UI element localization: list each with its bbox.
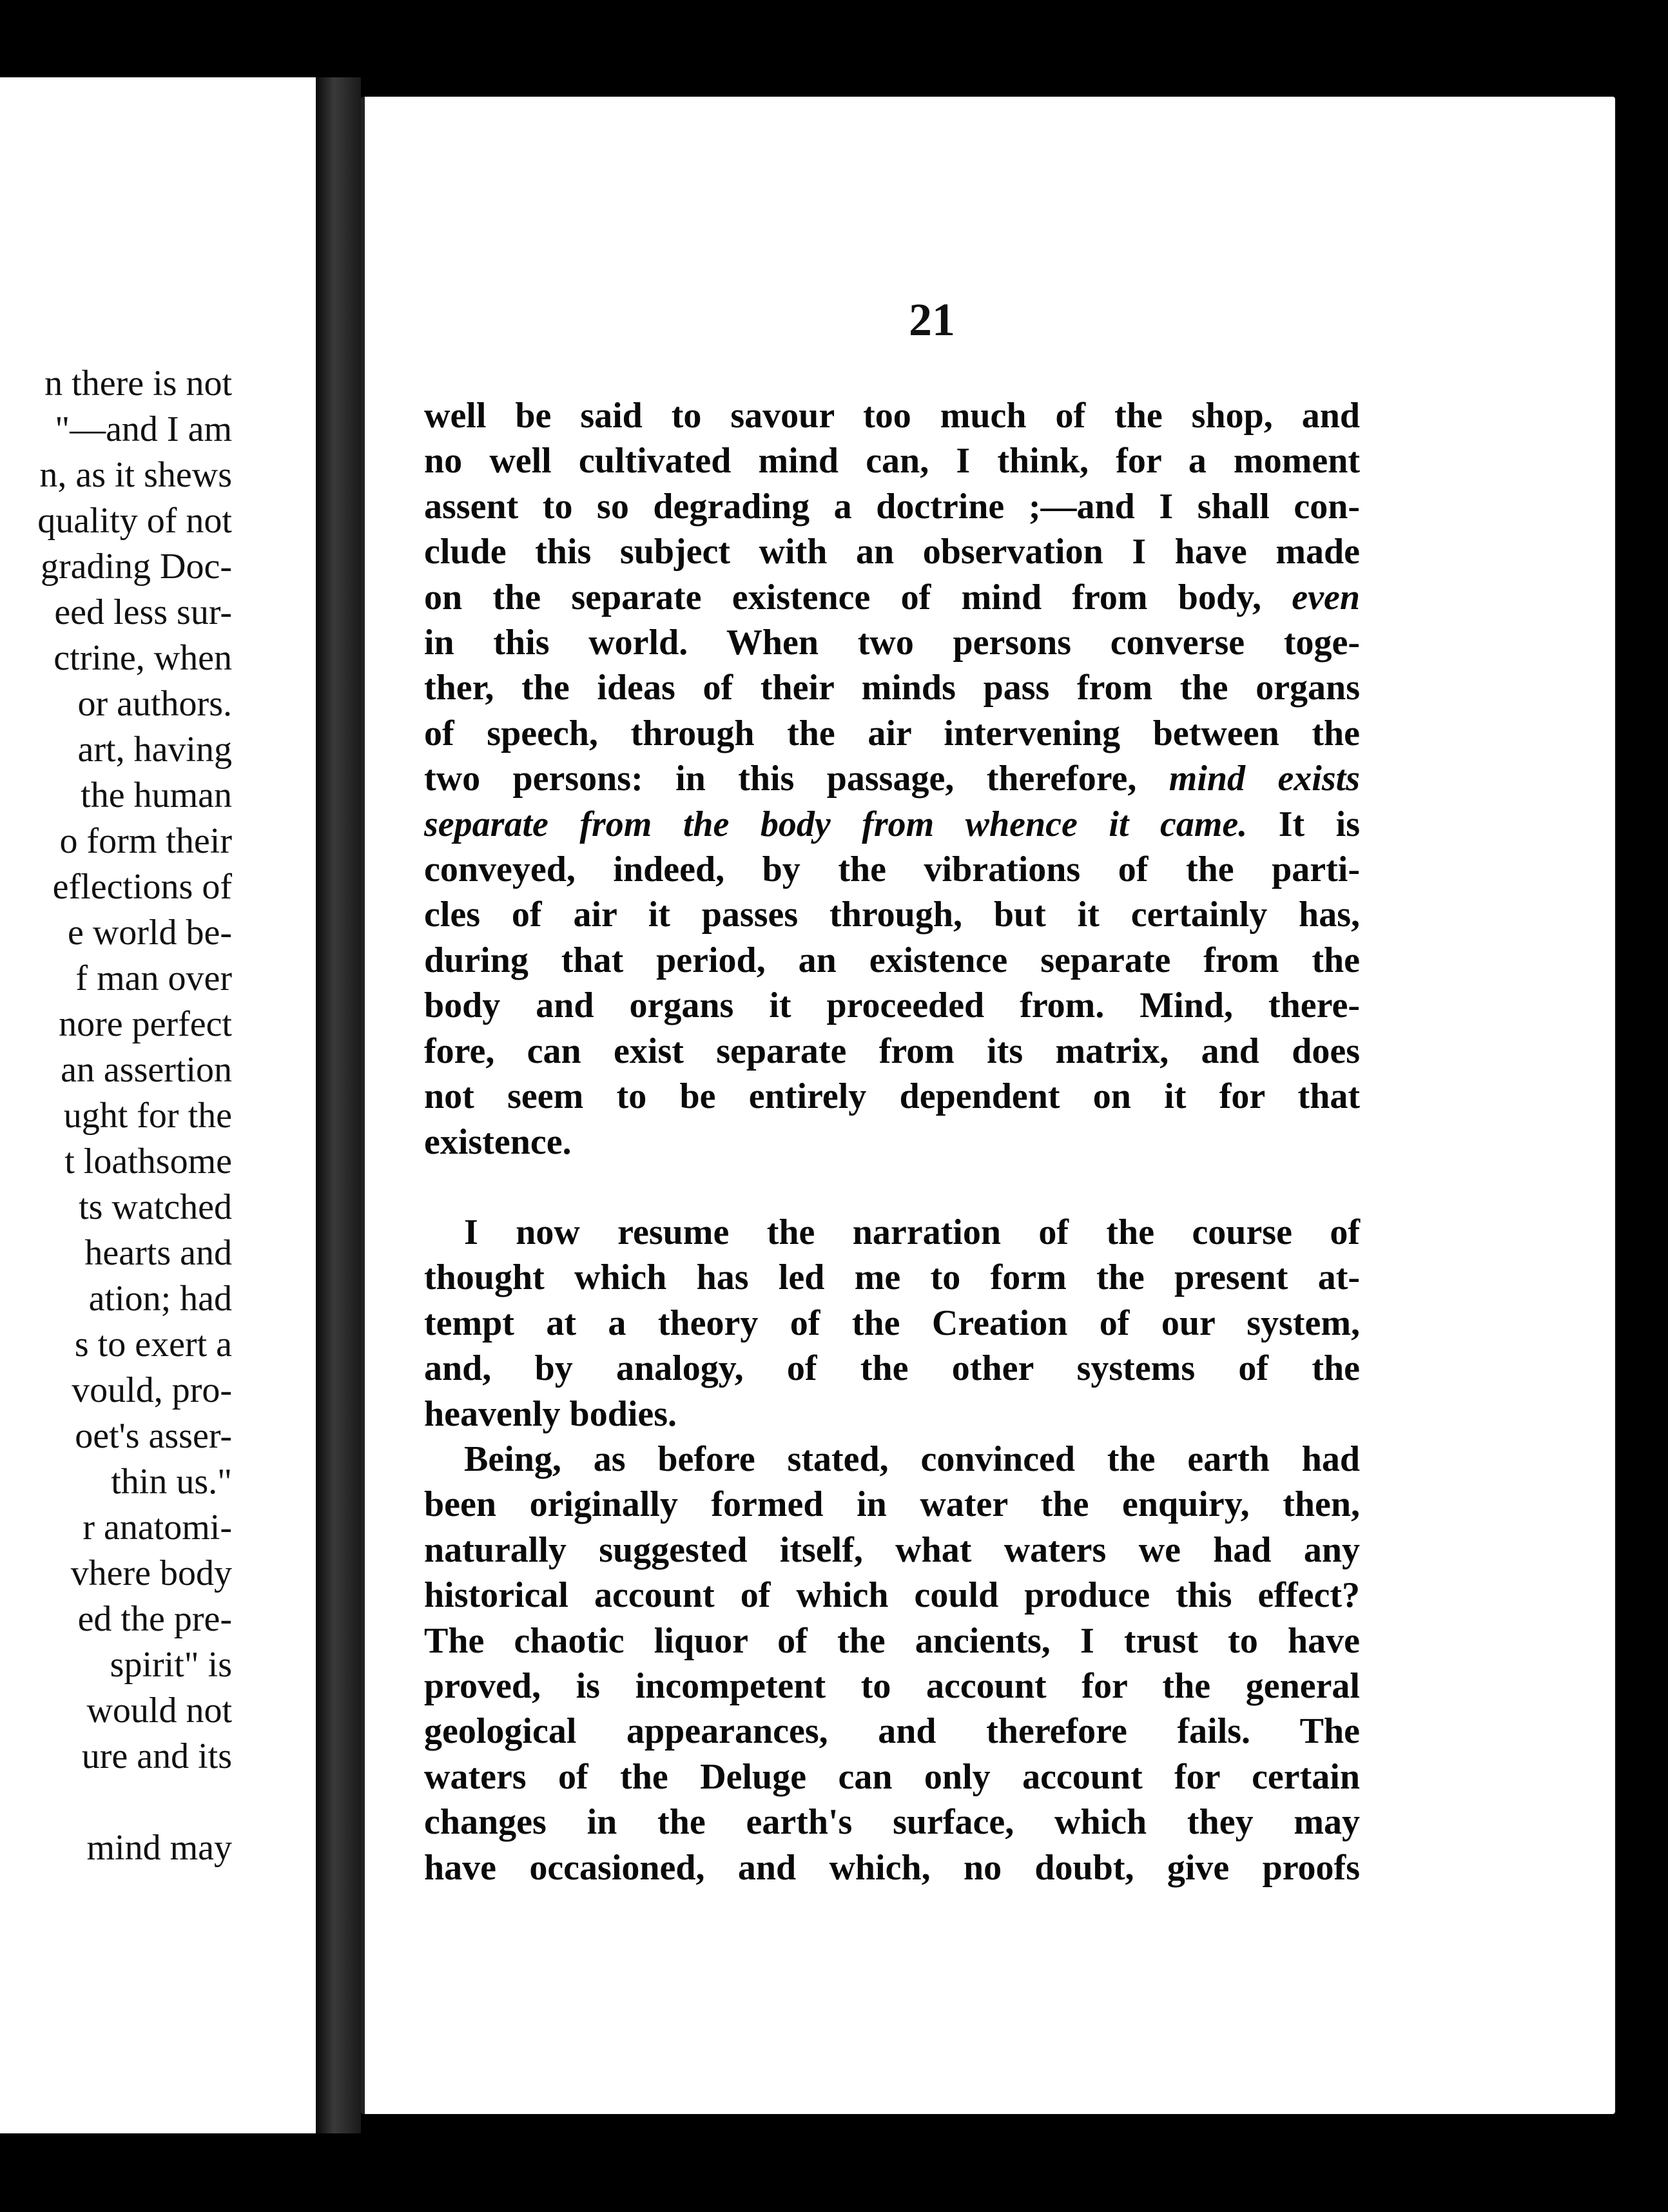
left-page-line: n, as it shews <box>39 455 232 495</box>
paragraph-gap <box>424 1165 1360 1210</box>
text-line: on the separate existence of mind from body, even <box>424 577 1360 617</box>
text-line: tempt at a theory of the Creation of our system, <box>424 1303 1360 1343</box>
text-line: waters of the Deluge can only account for certain <box>424 1756 1360 1797</box>
left-page-line: mind may <box>86 1828 232 1868</box>
text-line: separate from the body from whence it came. It is <box>424 804 1360 844</box>
left-page-line: or authors. <box>77 684 232 724</box>
left-page-line: ure and its <box>81 1736 232 1776</box>
page-number: 21 <box>909 294 955 345</box>
left-page-line: eed less sur- <box>54 592 232 632</box>
emphasis: even <box>1292 577 1360 617</box>
text-line: have occasioned, and which, no doubt, give proofs <box>424 1847 1360 1888</box>
left-page-line: e world be- <box>67 913 232 953</box>
right-page <box>361 97 1615 2114</box>
left-page-text <box>37 361 232 1871</box>
left-page-line: ught for the <box>63 1096 232 1136</box>
text-line: The chaotic liquor of the ancients, I trust to have <box>424 1620 1360 1661</box>
text-line: existence. <box>424 1121 572 1162</box>
text-line: I now resume the narration of the course of <box>464 1212 1360 1252</box>
left-page-line: thin us." <box>111 1462 232 1502</box>
left-page-line: the human <box>81 775 232 815</box>
text-line: fore, can exist separate from its matrix, and does <box>424 1031 1360 1071</box>
left-page-line: r anatomi- <box>82 1508 232 1547</box>
text-line: been originally formed in water the enquiry, then, <box>424 1484 1360 1525</box>
left-page-line: an assertion <box>61 1050 232 1090</box>
text-line: heavenly bodies. <box>424 1393 677 1434</box>
left-page-line: ts watched <box>79 1187 232 1227</box>
left-page-line: ed the pre- <box>77 1599 232 1639</box>
left-page-line: eflections of <box>52 867 232 907</box>
text-line: ther, the ideas of their minds pass from the organs <box>424 668 1360 708</box>
left-page-line: vhere body <box>70 1553 232 1593</box>
text-line: and, by analogy, of the other systems of the <box>424 1348 1360 1389</box>
text-line: body and organs it proceeded from. Mind, there- <box>424 985 1360 1026</box>
left-page-line: f man over <box>75 958 232 998</box>
text-line: during that period, an existence separate from the <box>424 940 1360 980</box>
text-line: of speech, through the air intervening between the <box>424 713 1360 753</box>
page-body <box>424 393 1360 1890</box>
text-line: geological appearances, and therefore fails. The <box>424 1711 1360 1752</box>
book-gutter <box>316 77 361 2133</box>
left-page-fragment <box>0 77 316 2133</box>
paragraph-2 <box>424 1210 1360 1437</box>
left-page-line: quality of not <box>37 501 232 541</box>
left-page-line: nore perfect <box>59 1004 232 1044</box>
left-page-line: would not <box>86 1691 232 1731</box>
text-line: historical account of which could produce this effect? <box>424 1575 1360 1616</box>
paragraph-1 <box>424 393 1360 1165</box>
left-page-line: "—and I am <box>55 409 232 449</box>
left-page-line: grading Doc- <box>40 547 232 587</box>
left-page-line <box>37 1780 232 1825</box>
left-page-line: vould, pro- <box>72 1370 232 1410</box>
text-line: well be said to savour too much of the shop, and <box>424 396 1360 436</box>
emphasis: mind exists <box>1169 759 1361 799</box>
left-page-line: s to exert a <box>74 1324 232 1364</box>
text-line: thought which has led me to form the present at- <box>424 1257 1360 1298</box>
left-page-line: hearts and <box>84 1233 232 1273</box>
text-line: clude this subject with an observation I have made <box>424 532 1360 572</box>
paragraph-3 <box>424 1437 1360 1890</box>
emphasis: separate from the body from whence it came. <box>424 804 1248 844</box>
text-line: conveyed, indeed, by the vibrations of the parti- <box>424 849 1360 890</box>
text-line: not seem to be entirely dependent on it for that <box>424 1076 1360 1117</box>
left-page-line: art, having <box>77 730 232 770</box>
left-page-line: ation; had <box>88 1279 232 1319</box>
text-line: no well cultivated mind can, I think, for a moment <box>424 441 1360 481</box>
text-line: changes in the earth's surface, which they may <box>424 1802 1360 1843</box>
text-line: assent to so degrading a doctrine ;—and I shall con- <box>424 486 1360 527</box>
text-line: proved, is incompetent to account for the general <box>424 1665 1360 1706</box>
left-page-line: spirit" is <box>110 1645 232 1685</box>
left-page-line: oet's asser- <box>75 1416 232 1456</box>
text-line: naturally suggested itself, what waters we had any <box>424 1529 1360 1570</box>
text-line: Being, as before stated, convinced the earth had <box>464 1439 1360 1479</box>
text-line: in this world. When two persons converse toge- <box>424 623 1360 663</box>
left-page-line: o form their <box>59 821 232 861</box>
left-page-line: t loathsome <box>64 1141 232 1181</box>
text-line: two persons: in this passage, therefore, mind exists <box>424 759 1361 799</box>
left-page-line: n there is not <box>44 364 232 403</box>
text-line: cles of air it passes through, but it certainly has, <box>424 895 1360 935</box>
left-page-line: ctrine, when <box>53 638 232 678</box>
